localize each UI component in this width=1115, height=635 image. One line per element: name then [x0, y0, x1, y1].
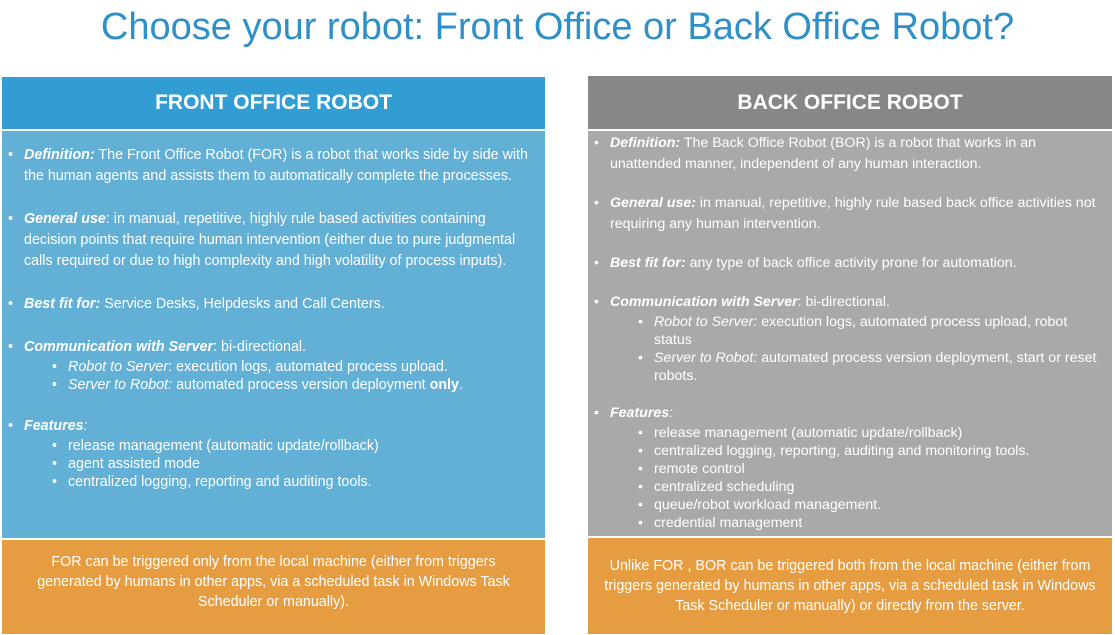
list-item: • centralized logging, reporting, auditing and monitoring tools. [638, 443, 1030, 459]
bullet-icon: • [594, 135, 599, 151]
bullet-icon: • [8, 296, 14, 312]
bullet-icon: • [8, 147, 14, 163]
bullet-icon: • [8, 211, 14, 227]
bullet-icon: • [8, 418, 14, 434]
list-item: • queue/robot workload management. [638, 497, 882, 513]
bullet-icon: • [594, 195, 599, 211]
front-office-footer: FOR can be triggered only from the local machine (either from triggers generated by humans in other apps, via a scheduled task in Windows Task Scheduler or manually). [2, 540, 545, 634]
general-use-item: • General use: in manual, repetitive, highly rule based activities containing decision points that require human intervention (either due to pure judgmental calls required or due to high complexity and high volatility of process inputs). [8, 209, 537, 272]
communication-subitems [638, 313, 1106, 385]
features-item: • Features: [8, 416, 537, 437]
list-item: • centralized logging, reporting and auditing tools. [52, 474, 372, 490]
robot-to-server-item: • Robot to Server: execution logs, automated process upload. [52, 359, 448, 375]
best-fit-item: • Best fit for: any type of back office activity prone for automation. [594, 253, 1106, 274]
page-title: Choose your robot: Front Office or Back Office Robot? [100, 6, 1015, 48]
front-office-panel [2, 77, 545, 634]
bullet-icon: • [638, 425, 643, 441]
bullet-icon: • [8, 339, 14, 355]
bullet-icon: • [638, 350, 643, 366]
general-use-item: • General use: in manual, repetitive, highly rule based back office activities not requiring any human intervention. [594, 193, 1106, 235]
list-item: • remote control [638, 461, 745, 477]
back-office-panel [588, 76, 1112, 634]
bullet-icon: • [52, 359, 58, 375]
bullet-icon: • [638, 479, 643, 495]
bullet-icon: • [52, 438, 58, 454]
back-office-header: BACK OFFICE ROBOT [588, 76, 1112, 129]
features-list [52, 437, 537, 491]
back-office-footer: Unlike FOR , BOR can be triggered both from the local machine (either from triggers generated by humans in other apps, via a scheduled task in Windows Task Scheduler or manually) or directly from the server. [588, 538, 1112, 634]
communication-subitems [52, 358, 537, 394]
bullet-icon: • [52, 377, 58, 393]
definition-item: • Definition: The Back Office Robot (BOR) is a robot that works in an unattended manner, independent of any human interaction. [594, 133, 1106, 175]
bullet-icon: • [638, 497, 643, 513]
bullet-icon: • [52, 474, 58, 490]
communication-item: • Communication with Server: bi-directional. [594, 292, 1106, 313]
front-office-header: FRONT OFFICE ROBOT [2, 77, 545, 129]
server-to-robot-item: • Server to Robot: automated process version deployment, start or reset robots. [638, 350, 1097, 384]
list-item: • centralized scheduling [638, 479, 795, 495]
bullet-icon: • [638, 461, 643, 477]
list-item: • release management (automatic update/rollback) [52, 438, 379, 454]
front-office-body [2, 131, 545, 538]
bullet-icon: • [594, 405, 599, 421]
communication-item: • Communication with Server: bi-directional. [8, 337, 537, 358]
features-item: • Features: [594, 403, 1106, 424]
list-item: • credential management [638, 515, 803, 531]
list-item: • agent assisted mode [52, 456, 200, 472]
features-list [638, 424, 1106, 532]
bullet-icon: • [594, 255, 599, 271]
bullet-icon: • [638, 515, 643, 531]
definition-item: • Definition: The Front Office Robot (FOR) is a robot that works side by side with the human agents and assists them to automatically complete the processes. [8, 145, 537, 187]
server-to-robot-item: • Server to Robot: automated process version deployment only. [52, 377, 463, 393]
bullet-icon: • [52, 456, 58, 472]
list-item: • release management (automatic update/rollback) [638, 425, 963, 441]
best-fit-item: • Best fit for: Service Desks, Helpdesks and Call Centers. [8, 294, 537, 315]
robot-to-server-item: • Robot to Server: execution logs, automated process upload, robot status [638, 314, 1068, 348]
bullet-icon: • [638, 443, 643, 459]
back-office-body [588, 131, 1112, 536]
bullet-icon: • [638, 314, 643, 330]
bullet-icon: • [594, 294, 599, 310]
